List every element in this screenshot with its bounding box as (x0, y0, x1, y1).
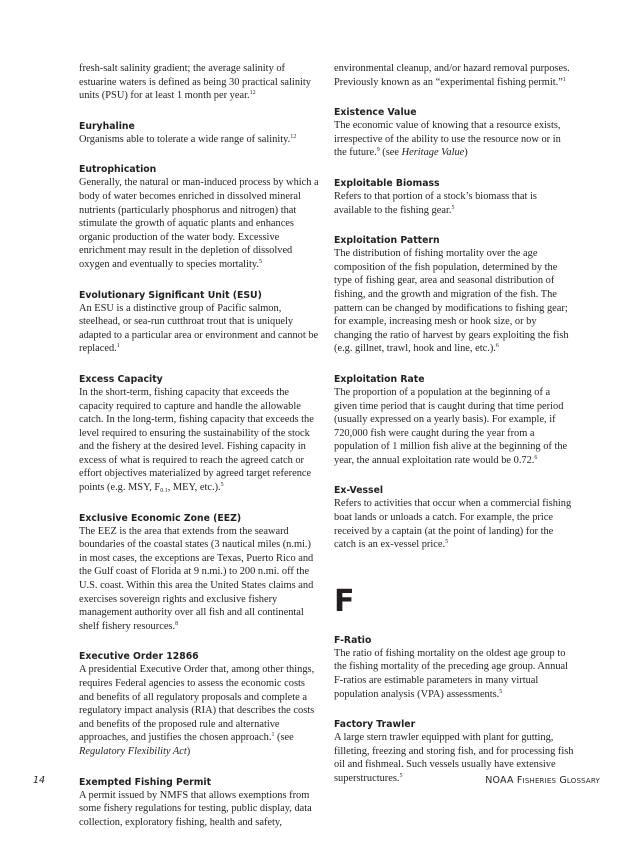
term-heading: Euryhaline (79, 120, 135, 132)
entry-ex-vessel (334, 484, 574, 551)
reference-marker: 6 (534, 454, 538, 461)
term-heading: Exploitation Pattern (334, 235, 440, 247)
entry-executive-order (79, 650, 319, 758)
definition: A presidential Executive Order that, among other things, requires Federal agencies to assess the economic costs and benefits of all regulatory proposals and complete a regulatory impact analysis (RIA) that describes the costs and benefits of the proposed rule and alternative approaches, and justifies the chosen approach.$^1$ (see Regulatory Flexibility Act) (79, 664, 315, 757)
definition: The ratio of fishing mortality on the oldest age group to the fishing mortality of the preceding age group. Annual F-ratios are estimable parameters in many virtual population analysis (VPA) assessments.$^5$ (334, 647, 569, 700)
definition: Organisms able to tolerate a wide range of salinity.$^{12}$ (79, 133, 297, 145)
page-number: 14 (33, 775, 46, 786)
definition: A large stern trawler equipped with plant for gutting, filleting, freezing and storing fish, and for processing fish oil and fishmeal. Such vessels usually have extensive superstructures.$^5$ (334, 732, 574, 784)
definition: The economic value of knowing that a resource exists, irrespective of the ability to use the resource now or in the future.$^9$ (see Heritage Value) (334, 120, 561, 159)
definition: In the short-term, fishing capacity that exceeds the capacity required to capture and handle the allowable catch. In the long-term, fishing capacity that exceeds the level required to ensuring the sustainability of the stock and the fishery at the desired level. Fishing capacity in excess of what is required to reach the agreed catch or effort objectives materialized by agreed target reference points (e.g. MSY, $F_{0.1}$, MEY, etc.).$^5$ (79, 386, 314, 495)
cross-reference: Regulatory Flexibility Act (79, 745, 187, 757)
continued-entry (334, 62, 574, 89)
entry-eutrophication (79, 163, 319, 271)
term-heading: Exclusive Economic Zone (EEZ) (79, 512, 242, 524)
definition: Generally, the natural or man-induced process by which a body of water becomes enriched in dissolved mineral nutrients (particularly phosphorus and nitrogen) that stimulate the growth of aquatic plants and enhances organic production of the water body. Excessive enrichment may result in the depletion of dissolved oxygen and eventually to species mortality.$^5$ (79, 177, 319, 270)
entry-existence-value (334, 106, 574, 160)
entry-f-ratio (334, 634, 574, 701)
reference-marker: 9 (376, 147, 380, 154)
reference-marker: 1 (562, 76, 566, 83)
reference-marker: 1 (116, 343, 120, 350)
entry-exploitation-pattern (334, 234, 574, 356)
reference-marker: 6 (495, 343, 499, 350)
right-column (334, 62, 574, 803)
entry-eez (79, 512, 319, 634)
reference-marker: 12 (249, 90, 256, 97)
term-heading: Excess Capacity (79, 373, 163, 385)
term-heading: F-Ratio (334, 634, 372, 646)
reference-marker: 12 (290, 133, 297, 140)
term-heading: Exploitation Rate (334, 373, 425, 385)
entry-euryhaline (79, 120, 319, 147)
left-column (79, 62, 319, 846)
reference-marker: 5 (499, 688, 503, 695)
section-letter-heading: F (334, 583, 355, 619)
entry-exempted-fishing-permit (79, 776, 319, 830)
term-heading: Executive Order 12866 (79, 651, 199, 663)
entry-excess-capacity (79, 373, 319, 495)
term-heading: Factory Trawler (334, 719, 416, 731)
term-heading: Exploitable Biomass (334, 177, 440, 189)
term-heading: Eutrophication (79, 164, 157, 176)
definition: A permit issued by NMFS that allows exemptions from some fishery regulations for testing, public display, data collection, exploratory fishing, health and safety, (79, 789, 312, 828)
entry-exploitable-biomass (334, 177, 574, 217)
definition: The distribution of fishing mortality over the age composition of the fish population, determined by the type of fishing gear, area and seasonal distribution of fishing, and the growth and migration of the fish. The pattern can be changed by modifications to fishing gear; for example, increasing mesh or hook size, or by changing the ratio of harvest by gears exploiting the fish (e.g. gillnet, trawl, hook and line, etc.).$^6$ (334, 248, 569, 355)
definition: The EEZ is the area that extends from the seaward boundaries of the coastal states (3 nautical miles (n.mi.) in most cases, the exceptions are Texas, Puerto Rico and the Gulf coast of Florida at 9 n.mi.) to 200 n.mi. off the U.S. coast. Within this area the United States claims and exercises sovereign rights and exclusive fishery management authority over all fish and all continental shelf fishery resources.$^8$ (79, 525, 314, 632)
reference-marker: 5 (220, 482, 224, 489)
entry-esu (79, 289, 319, 356)
reference-marker: 5 (445, 539, 449, 546)
term-heading: Exempted Fishing Permit (79, 776, 212, 788)
definition: Refers to activities that occur when a commercial fishing boat lands or unloads a catch. For example, the price received by a captain (at the point of landing) for the catch is an ex-vessel price.$^5$ (334, 498, 572, 551)
definition: environmental cleanup, and/or hazard removal purposes. Previously known as an “experimental fishing permit.”$^1$ (334, 63, 570, 88)
cross-reference: Heritage Value (401, 147, 465, 159)
reference-marker: 8 (175, 620, 179, 627)
definition: An ESU is a distinctive group of Pacific salmon, steelhead, or sea-run cutthroat trout that is uniquely adapted to a particular area or environment and cannot be replaced.$^1$ (79, 302, 319, 355)
reference-marker: 5 (399, 773, 403, 779)
term-heading: Existence Value (334, 107, 417, 119)
term-heading: Ex-Vessel (334, 485, 384, 497)
reference-marker: 1 (271, 732, 275, 739)
definition: Refers to that portion of a stock’s biomass that is available to the fishing gear.$^5$ (334, 190, 537, 216)
term-heading: Evolutionary Significant Unit (ESU) (79, 289, 262, 301)
reference-marker: 5 (258, 258, 262, 265)
continued-entry (79, 62, 319, 103)
definition: The proportion of a population at the beginning of a given time period that is caught during that time period (usually expressed on a yearly basis). For example, if 720,000 fish were caught during the year from a population of 1 million fish alive at the beginning of the year, the annual exploitation rate would be 0.72.$^6$ (334, 386, 568, 466)
running-footer-title: NOAA Fisheries Glossary (485, 775, 600, 786)
entry-exploitation-rate (334, 373, 574, 468)
subscript: 0.1 (160, 488, 168, 495)
definition: fresh-salt salinity gradient; the average salinity of estuarine waters is defined as being 30 practical salinity units (PSU) for at least 1 month per year.$^{12}$ (79, 63, 311, 102)
reference-marker: 5 (451, 204, 455, 211)
